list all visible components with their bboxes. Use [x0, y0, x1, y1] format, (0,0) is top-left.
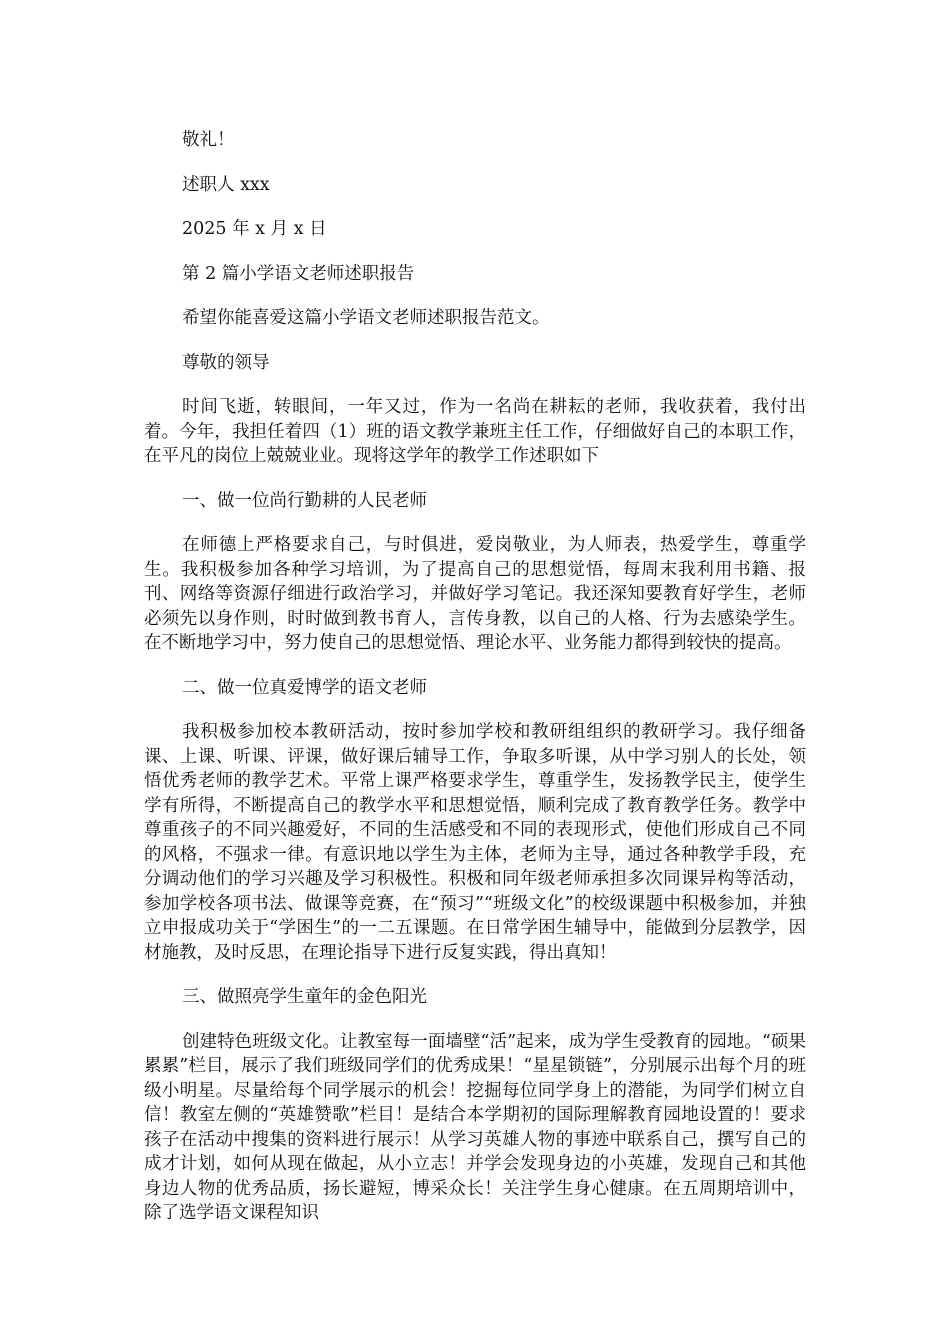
section-paragraph-3: 创建特色班级文化。让教室每一面墙壁“活”起来，成为学生受教育的园地。“硕果累累”栏目，展示了我们班级同学们的优秀成果！“星星锁链”，分别展示出每个月的班级小明星。尽量给每个同学展示的机会！挖掘每位同学身上的潜能，为同学们树立自信！教室左侧的“英雄赞歌”栏目！是结合本学期初的国际理解教育园地设置的！要求孩子在活动中搜集的资料进行展示！从学习英雄人物的事迹中联系自己，撰写自己的成才计划，如何从现在做起，从小立志！并学会发现身边的小英雄，发现自己和其他身边人物的优秀品质，扬长避短，博采众长！关注学生身心健康。在五周期培训中，除了选学语文课程知识 — [144, 1031, 806, 1223]
salutation-line: 尊敬的领导 — [182, 352, 270, 373]
closing-line: 敬礼！ — [182, 130, 235, 150]
section-heading-3: 三、做照亮学生童年的金色阳光 — [182, 987, 427, 1007]
article-title: 第 2 篇小学语文老师述职报告 — [182, 263, 415, 284]
section-paragraph-2: 我积极参加校本教研活动，按时参加学校和教研组组织的教研学习。我仔细备课、上课、听课、评课，做好课后辅导工作，争取多听课，从中学习别人的长处，领悟优秀老师的教学艺术。平常上课严格要求学生，尊重学生，发扬教学民主，使学生学有所得，不断提高自己的教学水平和思想觉悟，顺利完成了教育教学任务。教学中尊重孩子的不同兴趣爱好，不同的生活感受和不同的表现形式，使他们形成自己不同的风格，不强求一律。有意识地以学生为主体，老师为主导，通过各种教学手段，充分调动他们的学习兴趣及学习积极性。积极和同年级老师承担多次同课异构等活动，参加学校各项书法、做课等竞赛，在“预习”“班级文化”的校级课题中积极参加，并独立申报成功关于“学困生”的一二五课题。在日常学困生辅导中，能做到分层教学，因材施教，及时反思，在理论指导下进行反复实践，得出真知！ — [144, 722, 806, 963]
date-line: 2025 年 x 月 x 日 — [182, 219, 327, 239]
signer-line: 述职人 xxx — [182, 174, 270, 195]
section-heading-1: 一、做一位尚行勤耕的人民老师 — [182, 490, 427, 511]
opening-paragraph: 时间飞逝，转眼间，一年又过，作为一名尚在耕耘的老师，我收获着，我付出着。今年，我担任着四（1）班的语文教学兼班主任工作，仔细做好自己的本职工作，在平凡的岗位上兢兢业业。现将这学年的教学工作述职如下 — [144, 397, 806, 466]
document-page — [144, 128, 806, 1246]
section-heading-2: 二、做一位真爱博学的语文老师 — [182, 677, 427, 698]
intro-line: 希望你能喜爱这篇小学语文老师述职报告范文。 — [182, 308, 550, 328]
section-paragraph-1: 在师德上严格要求自己，与时俱进，爱岗敬业，为人师表，热爱学生，尊重学生。我积极参加各种学习培训，为了提高自己的思想觉悟，每周末我利用书籍、报刊、网络等资源仔细进行政治学习，并做好学习笔记。我还深知要教育好学生，老师必须先以身作则，时时做到教书育人，言传身教，以自己的人格、行为去感染学生。在不断地学习中，努力使自己的思想觉悟、理论水平、业务能力都得到较快的提高。 — [144, 535, 806, 653]
